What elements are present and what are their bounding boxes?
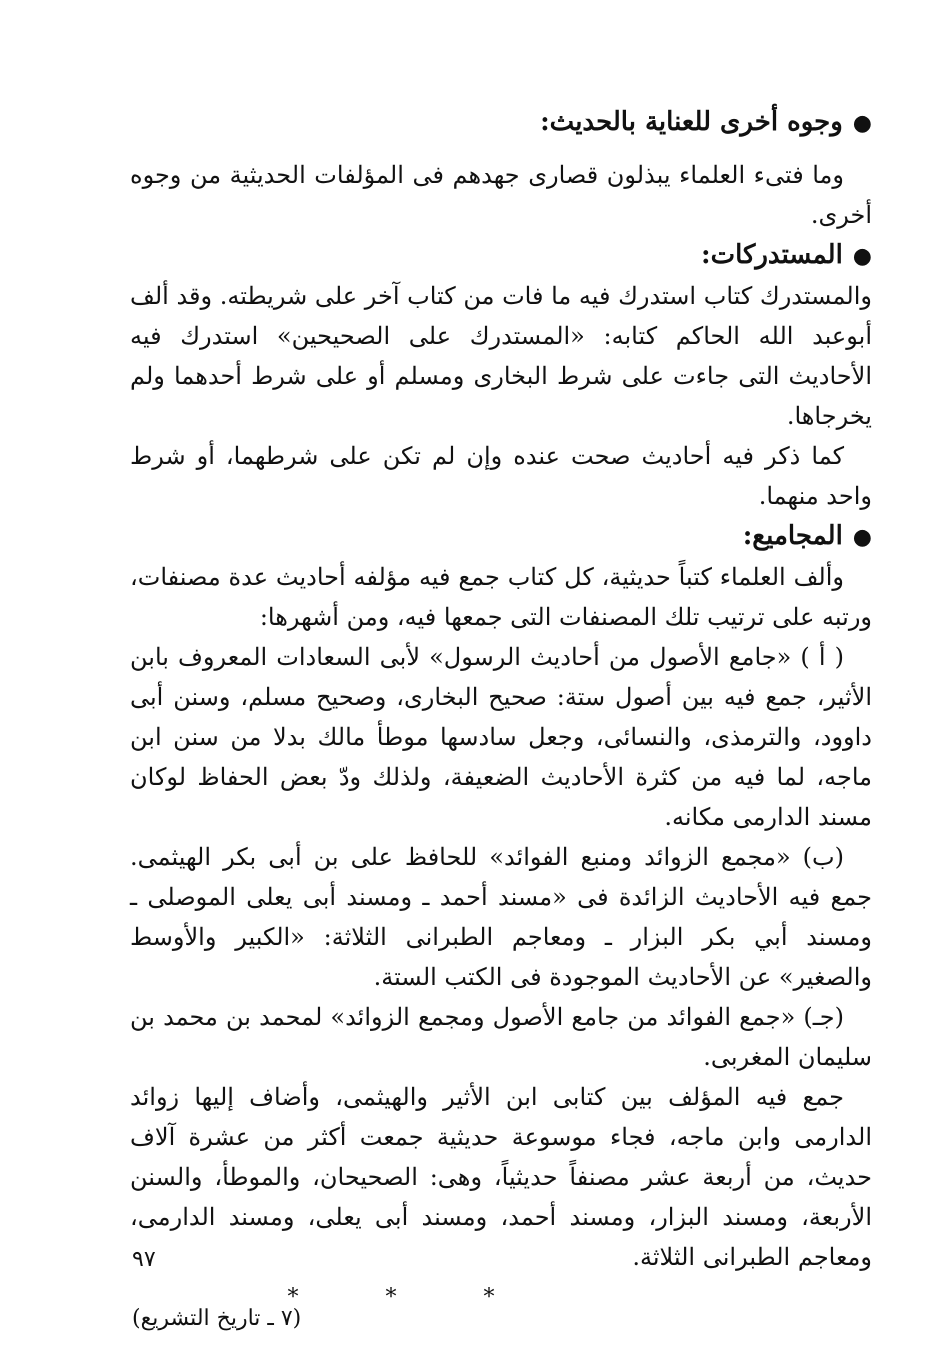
list-item-b: (ب) «مجمع الزوائد ومنبع الفوائد» للحافظ على بن أبى بكر الهيثمى. جمع فيه الأحاديث الزائدة فى «مسند أحمد ـ ومسند أبى يعلى الموصلى ـ ومسند أبي بكر البزار ـ ومعاجم الطبرانى الثلاثة: «الكبير والأوسط والصغير» عن الأحاديث الموجودة فى الكتب الستة. [130, 843, 873, 991]
heading-text: المستدركات: [701, 240, 843, 270]
mustadrakat-paragraph-2: كما ذكر فيه أحاديث صحت عنده وإن لم تكن على شرطهما، أو شرط واحد منهما. [130, 442, 872, 510]
intro-paragraph: وما فتىء العلماء يبذلون قصارى جهدهم فى المؤلفات الحديثية من وجوه أخرى. [130, 161, 872, 229]
mustadrakat-paragraph-1: والمستدرك كتاب استدرك فيه ما فات من كتاب آخر على شريطته. وقد ألف أبوعبد الله الحاكم كتابه: «المستدرك على الصحيحين» استدرك فيه الأحاديث التى جاءت على شرط البخارى ومسلم أو على شرط أحدهما ولم يخرجاها. [130, 282, 872, 430]
bullet-icon: ● [852, 110, 872, 136]
heading-text: المجاميع: [742, 521, 843, 551]
bullet-icon: ● [852, 243, 872, 269]
footer-chapter-note: (٧ ـ تاريخ التشريع) [132, 1306, 302, 1331]
list-item-a: ( أ ) «جامع الأصول من أحاديث الرسول» لأبى السعادات المعروف بابن الأثير، جمع فيه بين أصول ستة: صحيح البخارى، وصحيح مسلم، وسنن أبى داوود، والترمذى، والنسائى، وجعل سادسها موطأ مالك بدلا من سنن ابن ماجه، لما فيه من كثرة الأحاديث الضعيفة، ولذلك ودّ بعض الحفاظ لوكان مسند الدارمى مكانه. [130, 643, 872, 831]
page-number: ٩٧ [132, 1247, 156, 1272]
section-heading-mustadrakat [130, 235, 872, 276]
section-separator: * * * [287, 1285, 535, 1310]
list-item-c: (جـ) «جمع الفوائد من جامع الأصول ومجمع الزوائد» لمحمد بن محمد بن سليمان المغربى. [130, 1003, 872, 1071]
section-heading-other-aspects [130, 102, 872, 143]
heading-text: وجوه أخرى للعناية بالحديث: [540, 107, 843, 137]
list-item-c-paragraph: جمع فيه المؤلف بين كتابى ابن الأثير والهيثمى، وأضاف إليها زوائد الدارمى وابن ماجه، فجاء موسوعة حديثية جمعت أكثر من عشرة آلاف حديث، من أربعة عشر مصنفاً حديثياً، وهى: الصحيحان، والموطأ، والسنن الأربعة، ومسند البزار، ومسند أحمد، ومسند أبى يعلى، ومسند الدارمى، ومعاجم الطبرانى الثلاثة. [130, 1083, 872, 1271]
jawami-paragraph: وألف العلماء كتباً حديثية، كل كتاب جمع فيه مؤلفه أحاديث عدة مصنفات، ورتبه على ترتيب تلك المصنفات التى جمعها فيه، ومن أشهرها: [130, 563, 872, 631]
bullet-icon: ● [852, 524, 872, 550]
section-heading-jawami [130, 516, 872, 557]
